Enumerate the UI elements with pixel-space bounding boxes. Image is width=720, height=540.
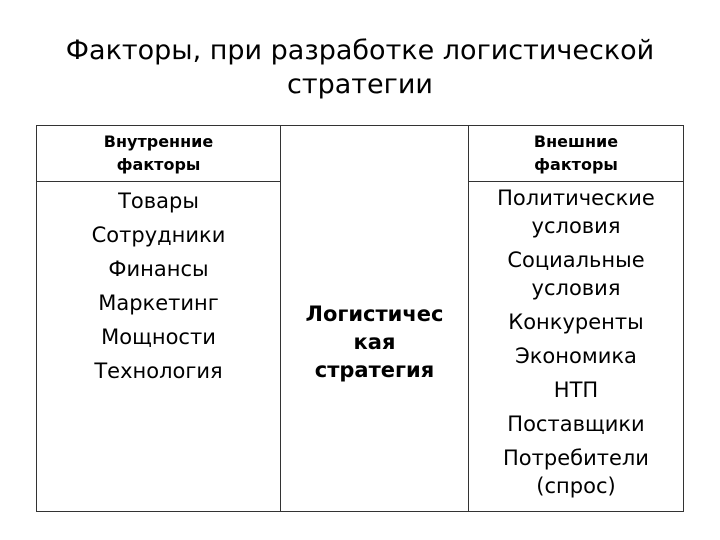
- list-item: Товары: [118, 189, 199, 213]
- list-item-line: Политические: [497, 186, 655, 210]
- slide-title: [0, 34, 720, 102]
- internal-factors-header: [37, 126, 280, 182]
- list-item: Мощности: [101, 325, 216, 349]
- external-factors-column: [469, 126, 683, 511]
- list-item-line: Социальные: [507, 248, 645, 272]
- list-item: [469, 410, 683, 438]
- list-item-line: (спрос): [536, 474, 616, 498]
- slide-title-line-2: стратегии: [287, 69, 433, 100]
- external-factors-header: [469, 126, 683, 182]
- list-item-line: условия: [531, 214, 621, 238]
- list-item: [469, 246, 683, 302]
- slide-title-line-1: Факторы, при разработке логистической: [65, 35, 655, 66]
- external-header-line-1: Внешние: [533, 132, 619, 151]
- external-header-line-2: факторы: [534, 155, 618, 174]
- list-item: Маркетинг: [98, 291, 219, 315]
- list-item-line: НТП: [553, 378, 599, 402]
- list-item: [469, 444, 683, 500]
- list-item-line: Потребители: [503, 446, 649, 470]
- strategy-line-2: кая: [353, 330, 396, 354]
- list-item: Финансы: [108, 257, 209, 281]
- internal-header-line-2: факторы: [116, 155, 201, 174]
- list-item: [469, 184, 683, 240]
- strategy-line-1: Логистичес: [305, 302, 444, 326]
- list-item-line: условия: [531, 276, 621, 300]
- internal-header-line-1: Внутренние: [103, 132, 214, 151]
- list-item: Сотрудники: [91, 223, 226, 247]
- list-item: [469, 308, 683, 336]
- strategy-column: [281, 126, 469, 511]
- list-item: [469, 376, 683, 404]
- list-item-line: Поставщики: [507, 412, 645, 436]
- internal-factors-column: [37, 126, 281, 511]
- list-item: [469, 342, 683, 370]
- factors-table: [36, 125, 684, 512]
- internal-factors-list: [37, 184, 280, 388]
- list-item: Технология: [94, 359, 223, 383]
- external-factors-list: [469, 184, 683, 506]
- list-item-line: Конкуренты: [508, 310, 644, 334]
- strategy-line-3: стратегия: [314, 358, 435, 382]
- list-item-line: Экономика: [515, 344, 637, 368]
- logistics-strategy-label: [281, 300, 468, 384]
